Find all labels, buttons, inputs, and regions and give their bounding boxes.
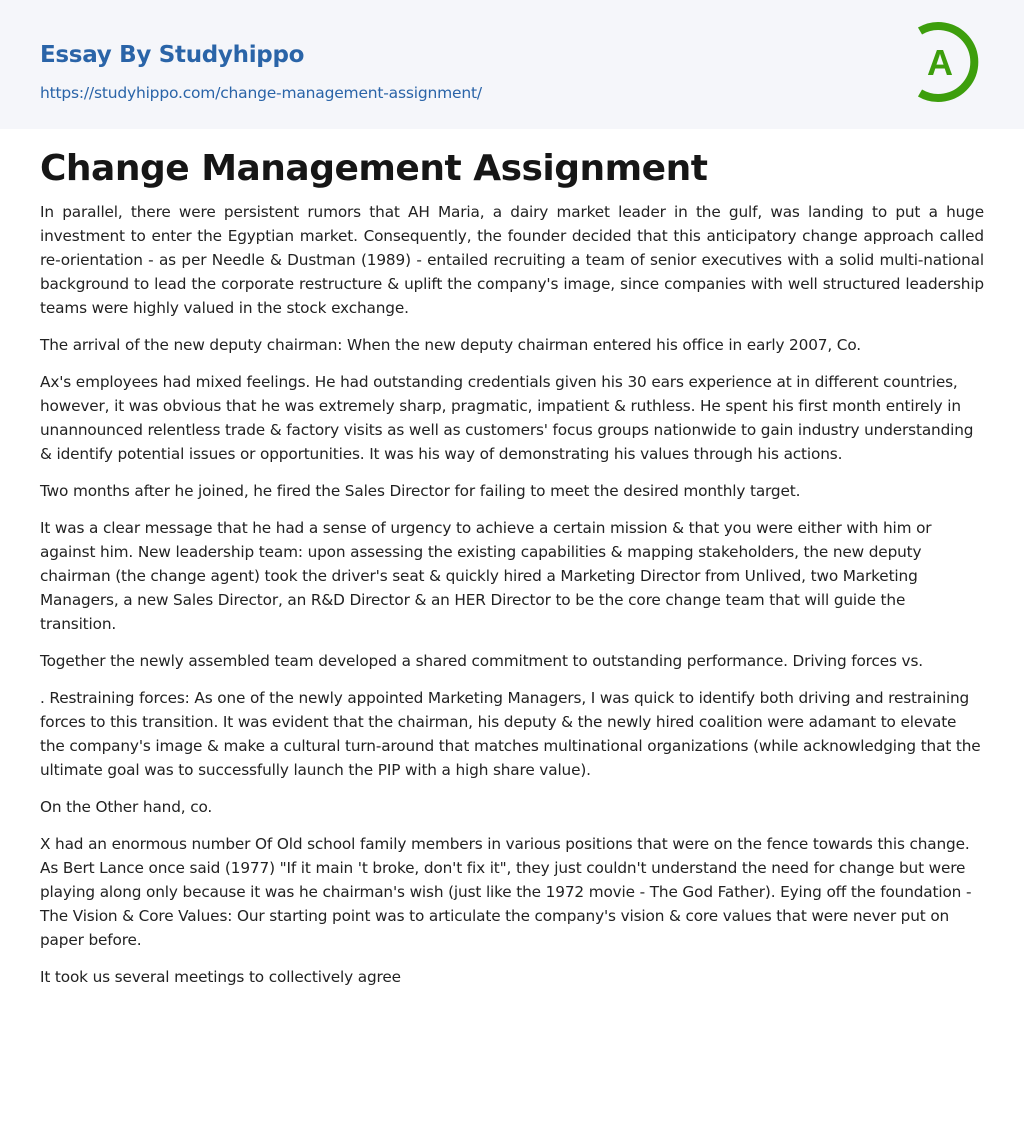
essay-url-link[interactable]: https://studyhippo.com/change-management-assignment/ [40, 84, 482, 102]
paragraph: Together the newly assembled team developed a shared commitment to outstanding performance. Driving forces vs. [40, 652, 923, 670]
paragraph: X had an enormous number Of Old school family members in various positions that were on the fence towards this change. As Bert Lance once said (1977) "If it main 't broke, don't fix it", they just couldn't understand the need for change but were playing along only because it was he chairman's wish (just like the 1972 movie - The God Father). Eying off the foundation - The Vision & Core Values: Our starting point was to articulate the company's vision & core values that were never put on paper before. [40, 835, 972, 949]
page-title: Change Management Assignment [40, 148, 708, 189]
paragraph: It was a clear message that he had a sense of urgency to achieve a certain mission & that you were either with him or against him. New leadership team: upon assessing the existing capabilities & mapping stakeholders, the new deputy chairman (the change agent) took the driver's seat & quickly hired a Marketing Director from Unlived, two Marketing Managers, a new Sales Director, an R&D Director & an HER Director to be the core change team that will guide the transition. [40, 519, 932, 633]
paragraph: . Restraining forces: As one of the newly appointed Marketing Managers, I was quick to identify both driving and restraining forces to this transition. It was evident that the chairman, his deputy & the newly hired coalition were adamant to elevate the company's image & make a cultural turn-around that matches multinational organizations (while acknowledging that the ultimate goal was to successfully launch the PIP with a high share value). [40, 689, 981, 779]
paragraph: In parallel, there were persistent rumors that AH Maria, a dairy market leader in the gulf, was landing to put a huge investment to enter the Egyptian market. Consequently, the founder decided that this anticipatory change approach called re-orientation - as per Needle & Dustman (1989) - entailed recruiting a team of senior executives with a solid multi-national background to lead the corporate restructure & uplift the company's image, since companies with well structured leadership teams were highly valued in the stock exchange. [40, 203, 984, 317]
paragraph: The arrival of the new deputy chairman: When the new deputy chairman entered his office in early 2007, Co. [40, 336, 861, 354]
paragraph: It took us several meetings to collectively agree [40, 968, 401, 986]
article [0, 129, 1024, 1029]
paragraph: Ax's employees had mixed feelings. He had outstanding credentials given his 30 ears experience at in different countries, however, it was obvious that he was extremely sharp, pragmatic, impatient & ruthless. He spent his first month entirely in unannounced relentless trade & factory visits as well as customers' focus groups nationwide to gain industry understanding & identify potential issues or opportunities. It was his way of demonstrating his values through his actions. [40, 373, 974, 463]
brand-title: Essay By Studyhippo [40, 42, 305, 68]
paragraph: On the Other hand, co. [40, 798, 213, 816]
studyhippo-logo-icon [912, 19, 986, 105]
paragraph: Two months after he joined, he fired the Sales Director for failing to meet the desired monthly target. [40, 482, 801, 500]
svg-text:A: A [927, 42, 953, 83]
site-header [0, 0, 1024, 129]
